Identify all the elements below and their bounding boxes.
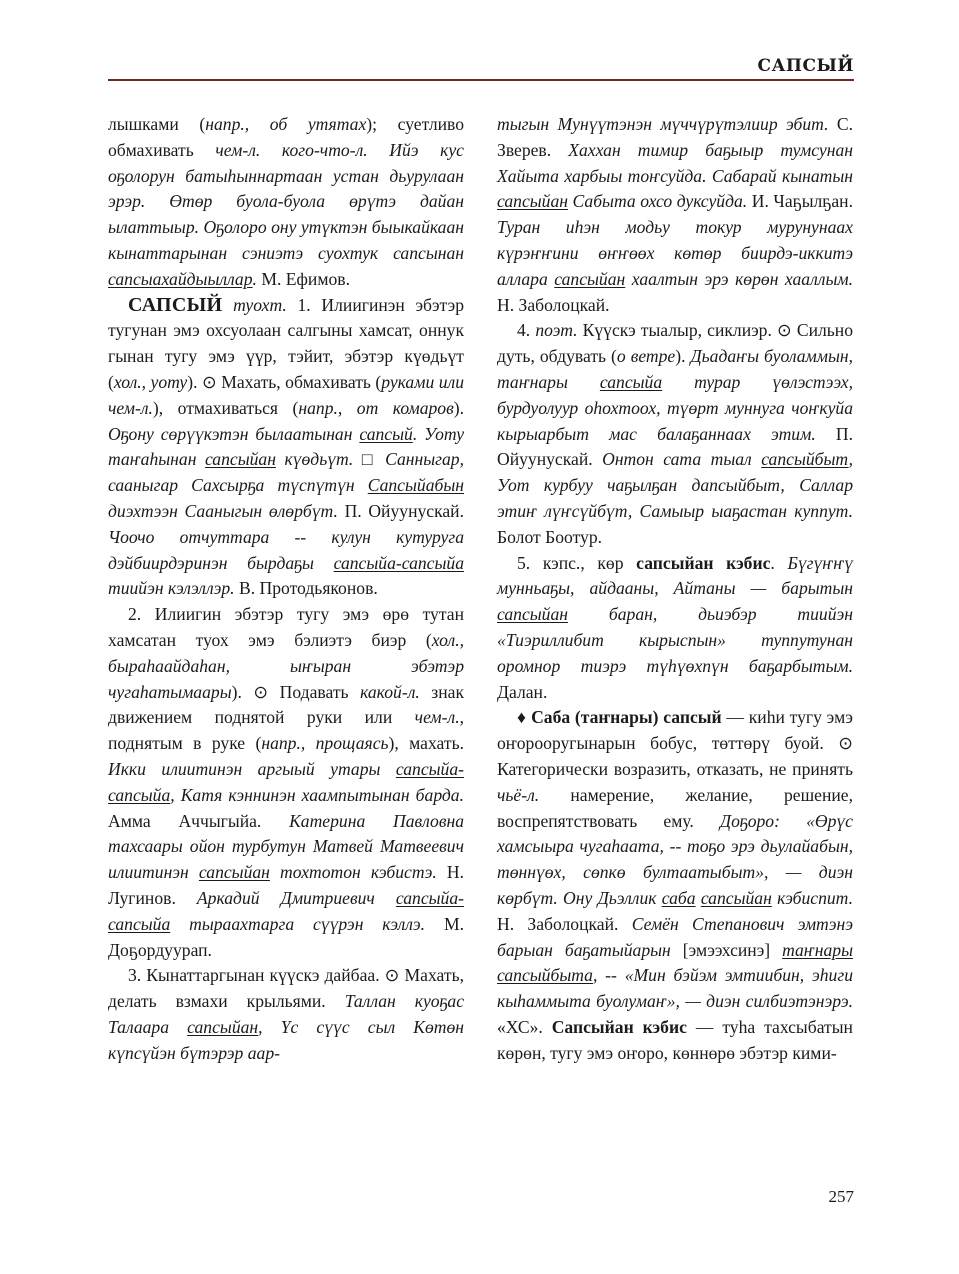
header-rule: [108, 79, 854, 81]
running-head: [108, 50, 854, 80]
left-column: лышками (напр., об утятах); суетливо обмахивать чем-л. кого-что-л. Ийэ кус оҕолорун батыһыннартаан устан дьурулаан эрэр. Өтөр буола-буола өрүтэ дайан ылаттыыр. Оҕолоро ону утүктэн быыкайкаан кынаттарынан сэниэтэ суохтук сапсынан сапсыахайдыыллар. М. Ефимов. САПСЫЙ туохт. 1. Илиигинэн эбэтэр тугунан эмэ охсуолаан салгыны хамсат, оннук гынан тугу эмэ үүр, тэйит, эбэтэр күөдьүт (хол., уоту). ⊙ Махать, обмахивать (руками или чем-л.), отмахиваться (напр., от комаров). Оҕону сөрүүкэтэн былаатынан сапсый. Уоту таҥаһынан сапсыйан күөдьүт. □ Санныгар, сааныгар Сахсырҕа түспүтүн Сапсыйабын диэхтээн Сааныгын өлөрбүт. П. Ойуунускай. Чоочо отчуттара -- кулун кутуругa дэйбиирдэринэн бырдаҕы сапсыйа-сапсыйа тиийэн кэлэллэр. В. Протодьяконов. 2. Илиигин эбэтэр тугу эмэ өрө тутан хамсатан туох эмэ бэлиэтэ биэр (хол., быраһаайдаһан, ыҥыран эбэтэр чугаһатымаары). ⊙ Подавать какой-л. знак движением поднятой руки или чем-л., поднятым в руке (напр., прощаясь), махать. Икки илиитинэн аргыый утары сапсыйа-сапсыйа, Катя кэннинэн хаампытынан барда. Амма Аччыгыйа. Катерина Павловна тахсаары ойон турбутун Матвей Матвеевич илиитинэн сапсыйан тохтотон кэбистэ. Н. Лугинов. Аркадий Дмитриевич сапсыйа-сапсыйа тыраахтарга сүүрэн кэллэ. М. Доҕордуурап. 3. Кынаттаргынан күүскэ дайбаа. ⊙ Махать, делать взмахи крыльями. Таллан куоҕас Талаара сапсыйан, Үс сүүс сыл Көтөн күпсүйэн бүтэрэр аар-: [108, 114, 465, 1063]
right-column: тыгын Мунүүтэнэн мүччүрүтэлиир эбит. С. Зверев. Хаххан тимир баҕыыр тумсунан Хайыта харбыы тоҥсуйда. Сабарай кынатын сапсыйан Сабыта охсо дуксуйда. И. Чаҕылҕан. Туран иһэн модьу токур мурунунаах күрэҥҥини өҥҥөөх көтөр биирдэ-иккитэ аллара сапсыйан хаалтын эрэ көрөн хааллым. Н. Заболоцкай. 4. поэт. Күүскэ тыалыр, сиклиэр. ⊙ Сильно дуть, обдувать (о ветре). Дьадаҥы буоламмын, таҥнары сапсыйа турар үөлэстээх, бурдуолуур оһохтоох, түөрт муннуга чоҥкуйа кырыарбыт мас балаҕаннаах этим. П. Ойуунускай. Онтон сата тыал сапсыйбыт, Уот курбуу чаҕылҕан дапсыйбыт, Саллар этиҥ лүҥсүйбүт, Самыыр ыаҕастан куппут. Болот Боотур. 5. кэпс., көр сапсыйан кэбис. Бүгүҥҥү мунньаҕы, айдааны, Айтаны — барытын сапсыйан баран, дьиэбэр тиийэн «Тиэриллибит кырыспын» туппутунан оромнор тиэрэ түһүөхпүн баҕарбытым. Далан. ♦ Саба (таҥнары) сапсый — киһи тугу эмэ оҥорооругынарын бобус, төттөрү буой. ⊙ Категорически возразить, отказать, не принять чьё-л. намерение, желание, решение, воспрепятствовать ему. Доҕоро: «Өрүс хамсыыра чугаһаата, -- тоҕо эрэ дьулайабын, төннүөх, сөпкө бултаатыбыт», — диэн көрбүт. Ону Дьэллик саба сапсыйан кэбиспит. Н. Заболоцкай. Семён Степанович эмтэнэ барыан баҕатыйарын [эмээхсинэ] таҥнары сапсыйбыта, -- «Мин бэйэм эмтиибин, эһиги кыһаммыта буолумаҥ», — диэн силбиэтэнэрэ. «ХС». Сапсыйан кэбис — туһа тахсыбатын көрөн, тугу эмэ оҥоро, көннөрө эбэтэр кими-: [497, 114, 853, 1063]
page-number: 257: [828, 1187, 854, 1206]
running-head-word: САПСЫЙ: [757, 56, 854, 76]
